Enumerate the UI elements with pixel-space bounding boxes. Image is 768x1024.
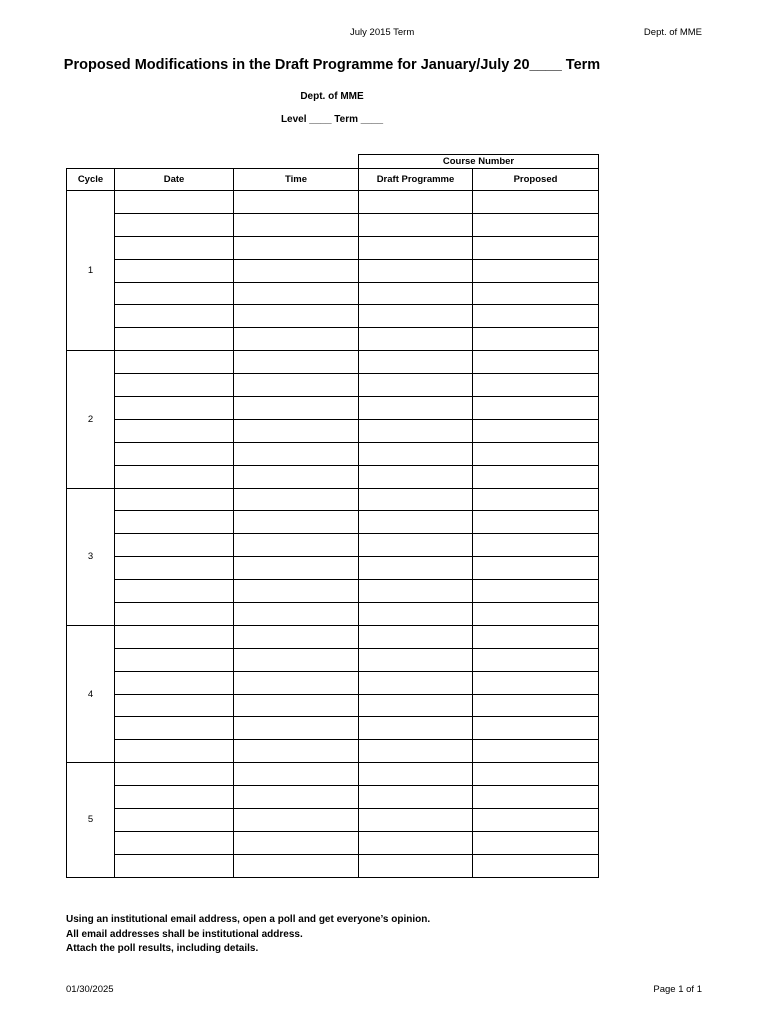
page-title: Proposed Modifications in the Draft Programme for January/July 20____ Term (63, 57, 601, 73)
table-row (67, 625, 599, 648)
draft-programme-cell[interactable] (359, 328, 473, 351)
header-term: July 2015 Term (350, 27, 415, 38)
proposed-cell[interactable] (473, 717, 599, 740)
proposed-cell[interactable] (473, 740, 599, 763)
time-cell[interactable] (234, 397, 359, 420)
time-cell[interactable] (234, 557, 359, 580)
proposed-cell[interactable] (473, 557, 599, 580)
table-row (67, 328, 599, 351)
table-row (67, 442, 599, 465)
col-header-draft-programme: Draft Programme (359, 169, 473, 191)
draft-programme-cell[interactable] (359, 694, 473, 717)
proposed-cell[interactable] (473, 671, 599, 694)
table-row (67, 351, 599, 374)
date-cell[interactable] (115, 488, 234, 511)
table-row (67, 282, 599, 305)
date-cell[interactable] (115, 557, 234, 580)
table-row (67, 671, 599, 694)
proposed-cell[interactable] (473, 305, 599, 328)
time-cell[interactable] (234, 694, 359, 717)
note-line: All email addresses shall be institutional address. (66, 928, 303, 940)
col-header-time: Time (234, 169, 359, 191)
draft-programme-cell[interactable] (359, 763, 473, 786)
course-number-header-row (67, 155, 599, 169)
cycle-cell: 2 (67, 351, 115, 488)
table-row (67, 603, 599, 626)
table-row (67, 236, 599, 259)
date-cell[interactable] (115, 442, 234, 465)
proposed-cell[interactable] (473, 236, 599, 259)
date-cell[interactable] (115, 671, 234, 694)
table-row (67, 740, 599, 763)
draft-programme-cell[interactable] (359, 191, 473, 214)
time-cell[interactable] (234, 717, 359, 740)
table-row (67, 259, 599, 282)
course-number-header: Course Number (359, 155, 599, 169)
time-cell[interactable] (234, 305, 359, 328)
proposed-cell[interactable] (473, 191, 599, 214)
date-cell[interactable] (115, 419, 234, 442)
time-cell[interactable] (234, 442, 359, 465)
date-cell[interactable] (115, 648, 234, 671)
date-cell[interactable] (115, 328, 234, 351)
draft-programme-cell[interactable] (359, 625, 473, 648)
cycle-cell: 1 (67, 191, 115, 351)
proposed-cell[interactable] (473, 625, 599, 648)
table-row (67, 694, 599, 717)
proposed-cell[interactable] (473, 328, 599, 351)
table-row (67, 534, 599, 557)
draft-programme-cell[interactable] (359, 648, 473, 671)
draft-programme-cell[interactable] (359, 786, 473, 809)
proposed-cell[interactable] (473, 534, 599, 557)
time-cell[interactable] (234, 465, 359, 488)
proposed-cell[interactable] (473, 511, 599, 534)
draft-programme-cell[interactable] (359, 442, 473, 465)
date-cell[interactable] (115, 351, 234, 374)
table-row (67, 580, 599, 603)
time-cell[interactable] (234, 282, 359, 305)
table-row (67, 465, 599, 488)
table-row (67, 717, 599, 740)
draft-programme-cell[interactable] (359, 557, 473, 580)
time-cell[interactable] (234, 511, 359, 534)
proposed-cell[interactable] (473, 786, 599, 809)
time-cell[interactable] (234, 763, 359, 786)
draft-programme-cell[interactable] (359, 488, 473, 511)
time-cell[interactable] (234, 603, 359, 626)
date-cell[interactable] (115, 603, 234, 626)
proposed-cell[interactable] (473, 351, 599, 374)
col-header-cycle: Cycle (67, 169, 115, 191)
draft-programme-cell[interactable] (359, 374, 473, 397)
notes (66, 913, 430, 957)
programme-table (66, 154, 599, 878)
date-cell[interactable] (115, 625, 234, 648)
date-cell[interactable] (115, 305, 234, 328)
draft-programme-cell[interactable] (359, 236, 473, 259)
table-row (67, 191, 599, 214)
time-cell[interactable] (234, 854, 359, 877)
time-cell[interactable] (234, 625, 359, 648)
table-row (67, 213, 599, 236)
date-cell[interactable] (115, 763, 234, 786)
draft-programme-cell[interactable] (359, 213, 473, 236)
proposed-cell[interactable] (473, 854, 599, 877)
date-cell[interactable] (115, 191, 234, 214)
date-cell[interactable] (115, 213, 234, 236)
footer-date: 01/30/2025 (66, 984, 114, 995)
table-row (67, 419, 599, 442)
proposed-cell[interactable] (473, 580, 599, 603)
proposed-cell[interactable] (473, 282, 599, 305)
time-cell[interactable] (234, 580, 359, 603)
draft-programme-cell[interactable] (359, 809, 473, 832)
table-row (67, 648, 599, 671)
draft-programme-cell[interactable] (359, 305, 473, 328)
proposed-cell[interactable] (473, 259, 599, 282)
draft-programme-cell[interactable] (359, 831, 473, 854)
time-cell[interactable] (234, 259, 359, 282)
time-cell[interactable] (234, 213, 359, 236)
date-cell[interactable] (115, 534, 234, 557)
cycle-cell: 4 (67, 625, 115, 762)
date-cell[interactable] (115, 397, 234, 420)
date-cell[interactable] (115, 511, 234, 534)
date-cell[interactable] (115, 740, 234, 763)
date-cell[interactable] (115, 374, 234, 397)
cycle-cell: 3 (67, 488, 115, 625)
table-row (67, 488, 599, 511)
table-row (67, 809, 599, 832)
draft-programme-cell[interactable] (359, 580, 473, 603)
dept-subtitle: Dept. of MME (300, 91, 364, 102)
col-header-date: Date (115, 169, 234, 191)
time-cell[interactable] (234, 328, 359, 351)
proposed-cell[interactable] (473, 442, 599, 465)
draft-programme-cell[interactable] (359, 511, 473, 534)
draft-programme-cell[interactable] (359, 671, 473, 694)
time-cell[interactable] (234, 236, 359, 259)
time-cell[interactable] (234, 671, 359, 694)
level-term-line: Level ____ Term ____ (280, 114, 384, 125)
proposed-cell[interactable] (473, 488, 599, 511)
table-row (67, 763, 599, 786)
proposed-cell[interactable] (473, 648, 599, 671)
time-cell[interactable] (234, 809, 359, 832)
time-cell[interactable] (234, 740, 359, 763)
proposed-cell[interactable] (473, 809, 599, 832)
date-cell[interactable] (115, 259, 234, 282)
draft-programme-cell[interactable] (359, 854, 473, 877)
table-row (67, 397, 599, 420)
date-cell[interactable] (115, 831, 234, 854)
table-row (67, 374, 599, 397)
date-cell[interactable] (115, 580, 234, 603)
header-dept: Dept. of MME (643, 27, 702, 38)
proposed-cell[interactable] (473, 419, 599, 442)
time-cell[interactable] (234, 534, 359, 557)
note-line: Using an institutional email address, open a poll and get everyone’s opinion. (66, 914, 431, 925)
time-cell[interactable] (234, 488, 359, 511)
date-cell[interactable] (115, 465, 234, 488)
proposed-cell[interactable] (473, 694, 599, 717)
date-cell[interactable] (115, 717, 234, 740)
draft-programme-cell[interactable] (359, 259, 473, 282)
draft-programme-cell[interactable] (359, 740, 473, 763)
date-cell[interactable] (115, 236, 234, 259)
time-cell[interactable] (234, 191, 359, 214)
footer-page-number: Page 1 of 1 (653, 984, 702, 995)
proposed-cell[interactable] (473, 603, 599, 626)
proposed-cell[interactable] (473, 763, 599, 786)
date-cell[interactable] (115, 786, 234, 809)
time-cell[interactable] (234, 648, 359, 671)
date-cell[interactable] (115, 282, 234, 305)
col-header-proposed: Proposed (473, 169, 599, 191)
time-cell[interactable] (234, 351, 359, 374)
proposed-cell[interactable] (473, 397, 599, 420)
note-line: Attach the poll results, including details. (66, 943, 259, 954)
date-cell[interactable] (115, 694, 234, 717)
table-row (67, 854, 599, 877)
draft-programme-cell[interactable] (359, 534, 473, 557)
table-row (67, 831, 599, 854)
proposed-cell[interactable] (473, 465, 599, 488)
table-row (67, 511, 599, 534)
column-header-row (67, 169, 599, 191)
draft-programme-cell[interactable] (359, 603, 473, 626)
time-cell[interactable] (234, 419, 359, 442)
date-cell[interactable] (115, 809, 234, 832)
table-row (67, 305, 599, 328)
cycle-cell: 5 (67, 763, 115, 877)
proposed-cell[interactable] (473, 374, 599, 397)
time-cell[interactable] (234, 786, 359, 809)
time-cell[interactable] (234, 374, 359, 397)
draft-programme-cell[interactable] (359, 351, 473, 374)
time-cell[interactable] (234, 831, 359, 854)
draft-programme-cell[interactable] (359, 419, 473, 442)
draft-programme-cell[interactable] (359, 282, 473, 305)
draft-programme-cell[interactable] (359, 717, 473, 740)
table-row (67, 786, 599, 809)
draft-programme-cell[interactable] (359, 397, 473, 420)
table-row (67, 557, 599, 580)
proposed-cell[interactable] (473, 213, 599, 236)
date-cell[interactable] (115, 854, 234, 877)
proposed-cell[interactable] (473, 831, 599, 854)
draft-programme-cell[interactable] (359, 465, 473, 488)
